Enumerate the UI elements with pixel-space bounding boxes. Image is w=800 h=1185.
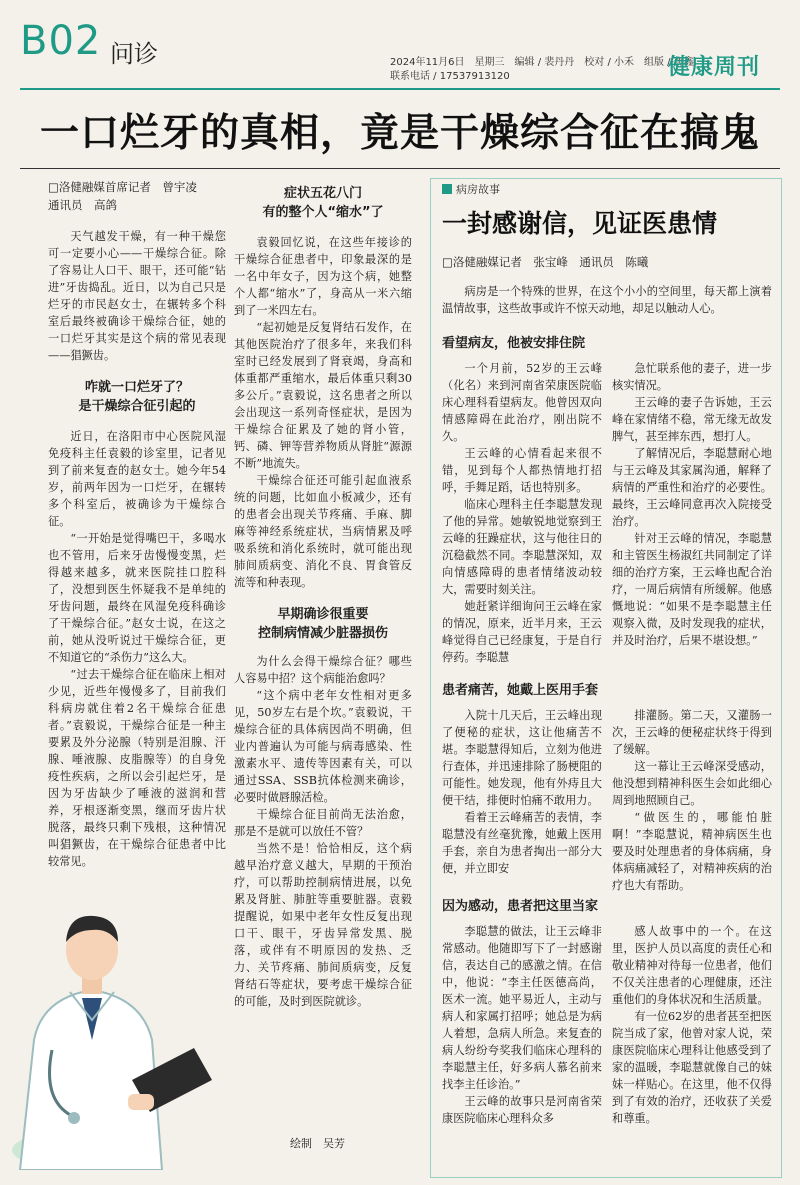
- paragraph: “做医生的，哪能怕脏啊！”李聪慧说，精神病医生也要及时处理患者的身体病痛，身体病痛减轻了，对精神疾病的治疗也大有帮助。: [612, 811, 772, 892]
- paragraph: 王云峰的心情看起来很不错，见到每个人都热情地打招呼，手舞足蹈，话也特别多。: [442, 447, 602, 494]
- paragraph: 了解情况后，李聪慧耐心地与王云峰及其家属沟通，解释了病情的严重性和治疗的必要性。最终，王云峰同意再次入院接受治疗。: [612, 447, 772, 528]
- issue-meta: 2024年11月6日 星期三 编辑 / 裴丹丹 校对 / 小禾 组版 / 焦鑫: [390, 57, 694, 68]
- paragraph: 袁毅回忆说，在这些年接诊的干燥综合征患者中，印象最深的是一名中年女子，因为这个病，她整个人都“缩水”了，身高从一米六缩到了一米四左右。: [234, 236, 412, 317]
- main-col2-body1: [234, 234, 412, 591]
- paragraph: 排灌肠。第二天，又灌肠一次，王云峰的便秘症状终于得到了缓解。: [612, 709, 772, 756]
- paragraph: 干燥综合征目前尚无法治愈，那是不是就可以放任不管？: [234, 808, 412, 838]
- paragraph: 当然不是！恰恰相反，这个病越早治疗意义越大，早期的干预治疗，可以帮助控制病情进展，以免累及肾脏、肺脏等重要脏器。袁毅提醒说，如果中老年女性反复出现口干、眼干，牙齿异常发黑、脱落，或伴有不明原因的发热、乏力、关节疼痛、肺间质病变，反复肾结石等症状，要考虑干燥综合征的可能，及时到医院就诊。: [234, 842, 412, 1008]
- paragraph: 为什么会得干燥综合征？哪些人容易中招？这个病能治愈吗？: [234, 655, 412, 685]
- side-s2-right: [612, 707, 772, 894]
- side-intro-text: 病房是一个特殊的世界，在这个小小的空间里，每天都上演着温情故事，这些故事或许不惊天动地，却足以触动人心。: [442, 285, 772, 315]
- main-story-col1: [48, 178, 226, 870]
- paragraph: 干燥综合征还可能引起血液系统的问题，比如血小板减少，还有的患者会出现关节疼痛、手麻、脚麻等神经系统症状，当病情累及呼吸系统和消化系统时，就可能出现肺间质病变、消化不良、胃食管反流等和种表现。: [234, 474, 412, 589]
- side-s3-left: [442, 923, 602, 1127]
- paragraph: 她赶紧详细询问王云峰在家的情况，原来，近半月来，王云峰觉得自己已经康复，于是自行停药。李聪慧: [442, 600, 602, 664]
- main-subhead-1: 咋就一口烂牙了？ 是干燥综合征引起的: [78, 380, 196, 414]
- side-s1-right: [612, 360, 772, 649]
- brand-logo: 健康周刊: [668, 55, 761, 80]
- main-subhead-2: 症状五花八门 有的整个人“缩水”了: [262, 186, 384, 220]
- paragraph: 针对王云峰的情况，李聪慧和主管医生杨淑红共同制定了详细的治疗方案，王云峰也配合治疗，一周后病情有所缓解。他感慨地说：“如果不是李聪慧主任观察入微，及时发现我的症状，并及时治疗，后果不堪设想。”: [612, 532, 772, 647]
- paragraph: 急忙联系他的妻子，进一步核实情况。: [612, 362, 772, 392]
- square-marker-icon: [442, 184, 452, 194]
- paragraph: 入院十几天后，王云峰出现了便秘的症状，这让他痛苦不堪。李聪慧得知后，立刻为他进行查体，并迅速排除了肠梗阻的可能性。她发现，他有外痔且大便干结，排便时怕痛不敢用力。: [442, 709, 602, 807]
- side-story-tag-label: 病房故事: [456, 183, 500, 196]
- headline-divider: [20, 168, 780, 169]
- side-subhead-3: 因为感动，患者把这里当家: [442, 899, 599, 914]
- side-byline: □洛健融媒记者 张宝峰 通讯员 陈曦: [442, 255, 649, 269]
- paragraph: 一个月前，52岁的王云峰（化名）来到河南省荣康医院临床心理科看望病友。他曾因双向情感障碍在此治疗，刚出院不久。: [442, 362, 602, 443]
- side-intro: [442, 283, 772, 317]
- main-byline: □洛健融媒首席记者 曾宇凌 通讯员 高鸽: [48, 180, 197, 212]
- paragraph: 感人故事中的一个。在这里，医护人员以高度的责任心和敬业精神对待每一位患者，他们不仅关注患者的心理健康，还注重他们的身体状况和生活质量。: [612, 925, 772, 1006]
- paragraph: 王云峰的妻子告诉她，王云峰在家情绪不稳，常无缘无故发脾气，甚至摔东西，想打人。: [612, 396, 772, 443]
- side-story-tag: [442, 181, 500, 197]
- paragraph: “过去干燥综合征在临床上相对少见，近些年慢慢多了，目前我们科病房就住着2名干燥综合征患者。”袁毅说，干燥综合征是一种主要累及外分泌腺（特别是泪腺、汗腺、唾液腺、皮脂腺等）的自身免疫性疾病，之所以会引起烂牙，是因为牙齿缺少了唾液的滋润和营养，牙根逐渐变黑，继而牙齿片状脱落，最终只剩下残根，这种情况叫猖獗齿，在干燥综合征患者中比较常见。: [48, 668, 226, 868]
- paragraph: 王云峰的故事只是河南省荣康医院临床心理科众多: [442, 1095, 602, 1125]
- paragraph: 有一位62岁的患者甚至把医院当成了家，他曾对家人说，荣康医院临床心理科让他感受到了家的温暖，李聪慧就像自己的妹妹一样贴心。在这里，他不仅得到了有效的治疗，还收获了关爱和尊重。: [612, 1010, 772, 1125]
- paragraph: “起初她是反复肾结石发作，在其他医院治疗了很多年，来我们科室时已经发展到了肾衰竭，身高和体重都严重缩水，最后体重只剩30多公斤。”袁毅说，这名患者之所以会出现这一系列奇怪症状，是因为干燥综合征累及了她的肾小管，钙、磷、钾等营养物质从肾脏“源源不断”地流失。: [234, 321, 412, 470]
- section-code: B02: [20, 18, 102, 64]
- side-s1-left: [442, 360, 602, 666]
- illustration-credit: 绘制 吴芳: [290, 1137, 345, 1150]
- paragraph: 这一幕让王云峰深受感动，他没想到精神科医生会如此细心周到地照顾自己。: [612, 760, 772, 807]
- side-story-title: 一封感谢信，见证医患情: [442, 209, 718, 238]
- paragraph: “一开始是觉得嘴巴干，多喝水也不管用，后来牙齿慢慢变黑，烂得越来越多，就来医院挂口腔科了，没想到医生怀疑我不是单纯的牙齿问题，最终在风湿免疫科确诊了干燥综合征。”赵女士说，在这之前，她从没听说过干燥综合征，更不知道它的“杀伤力”这么大。: [48, 532, 226, 664]
- main-intro: 天气越发干燥，有一种干燥您可一定要小心——干燥综合征。除了容易让人口干、眼干，还可能“钻进”牙齿捣乱。近日，以为自己只是烂牙的市民赵女士，在辗转多个科室后最终被确诊干燥综合征，她的一口烂牙其实是这个病的常见表现——猖獗齿。: [48, 230, 226, 362]
- paragraph: 李聪慧的做法，让王云峰非常感动。他随即写下了一封感谢信，表达自己的感激之情。在信中，他说：“李主任医德高尚，医术一流。她平易近人，主动与病人和家属打招呼；她总是为病人着想，急病人所急。来复查的病人纷纷夸奖我们临床心理科的李聪慧主任，好多病人慕名前来找李主任诊治。”: [442, 925, 602, 1091]
- main-story-col2: [234, 184, 412, 1010]
- section-name: 问诊: [110, 40, 158, 68]
- page-headline: 一口烂牙的真相，竟是干燥综合征在搞鬼: [39, 111, 760, 156]
- paragraph: “这个病中老年女性相对更多见，50岁左右是个坎。”袁毅说，干燥综合征的具体病因尚不明确，但业内普遍认为可能与病毒感染、性激素水平、遗传等因素有关，可以通过SSA、SSB抗体检测来确诊，必要时做唇腺活检。: [234, 689, 412, 804]
- paragraph: 临床心理科主任李聪慧发现了他的异常。她敏锐地觉察到王云峰的狂躁症状，这与他往日的沉稳截然不同。李聪慧深知，双向情感障碍的患者情绪波动较大，需要时刻关注。: [442, 498, 602, 596]
- side-s2-left: [442, 707, 602, 877]
- main-col1-body: [48, 428, 226, 870]
- side-subhead-1: 看望病友，他被安排住院: [442, 336, 586, 351]
- doctor-illustration: [12, 880, 242, 1170]
- contact-phone: 联系电话 / 17537913120: [390, 71, 510, 82]
- side-s3-right: [612, 923, 772, 1127]
- main-subhead-3: 早期确诊很重要 控制病情减少脏器损伤: [257, 607, 388, 641]
- main-col2-body2: [234, 653, 412, 1010]
- top-divider: [20, 88, 780, 90]
- paragraph: 近日，在洛阳市中心医院风湿免疫科主任袁毅的诊室里，记者见到了前来复查的赵女士。她今年54岁，前两年因为一口烂牙，在辗转多个科室后，被确诊为干燥综合征。: [48, 430, 226, 528]
- paragraph: 看着王云峰痛苦的表情，李聪慧没有丝毫犹豫，她戴上医用手套，亲自为患者掏出一部分大便，并立即安: [442, 811, 602, 875]
- side-subhead-2: 患者痛苦，她戴上医用手套: [442, 683, 599, 698]
